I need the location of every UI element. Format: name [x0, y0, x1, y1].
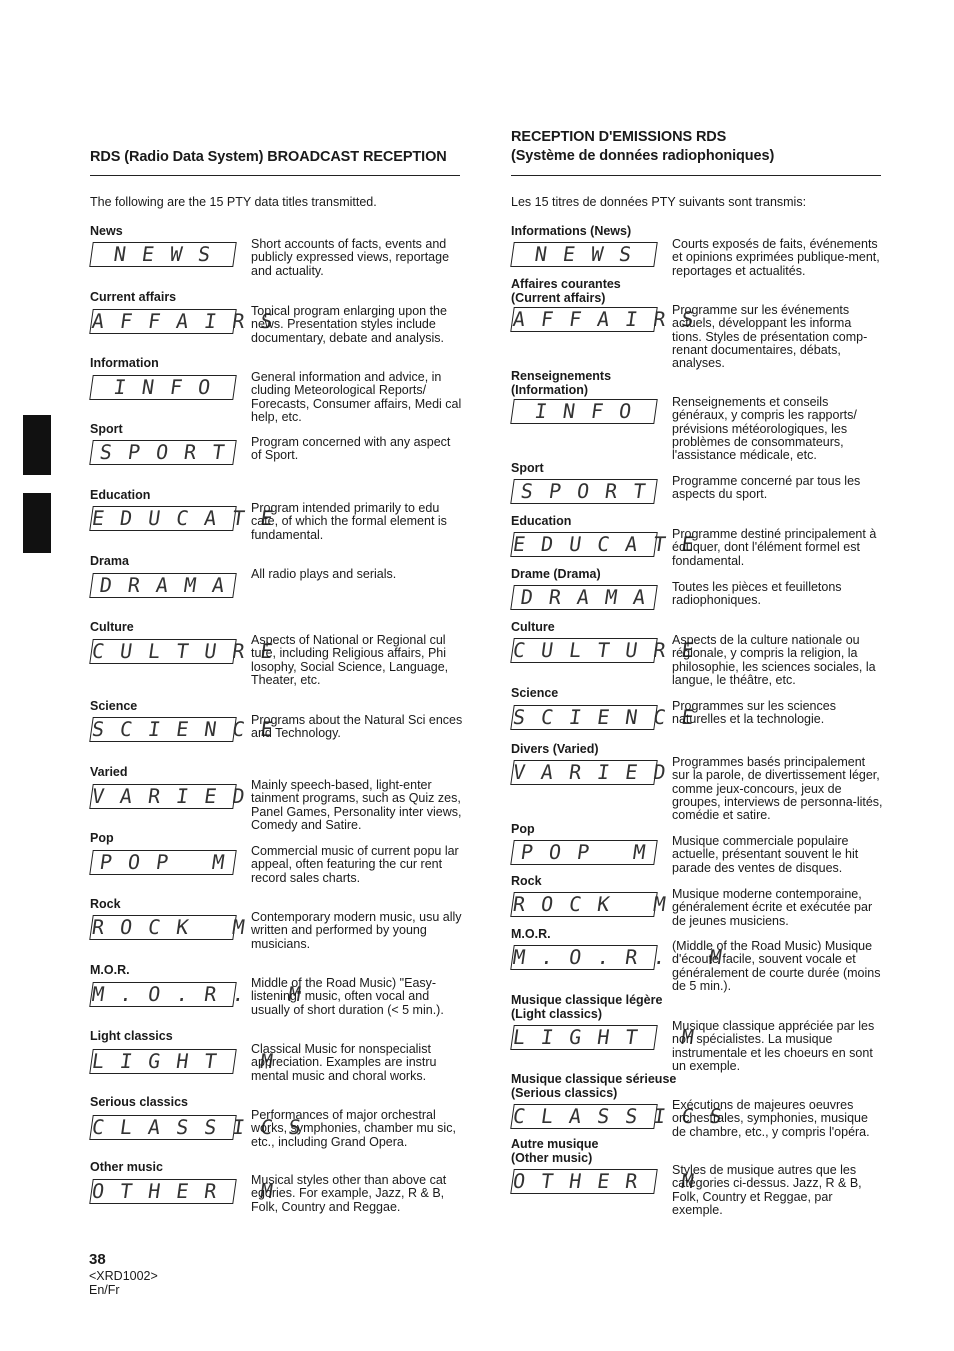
- pty-label: Informations (News): [511, 224, 632, 238]
- lcd-display: P O P M: [89, 850, 237, 875]
- pty-label: Varied: [90, 765, 128, 779]
- pty-description: Styles de musique autres que les catégories ci-dessus. Jazz, R & B, Folk, Country et Reggae, par exemple.: [672, 1163, 862, 1217]
- pty-label: Pop: [90, 831, 114, 845]
- pty-description: (Middle of the Road Music) Musique d'écoute facile, souvent vocale et généralement de courte durée (moins de 5 min.).: [672, 939, 881, 993]
- title-rule: [511, 175, 881, 176]
- pty-label: Rock: [90, 897, 121, 911]
- lcd-display: R O C K M: [90, 915, 249, 939]
- lcd-display: O T H E R M: [511, 1169, 698, 1193]
- document-code: <XRD1002>: [89, 1269, 158, 1283]
- intro-text: The following are the 15 PTY data titles transmitted.: [90, 195, 377, 209]
- lcd-display: N E W S: [89, 242, 237, 267]
- pty-description: All radio plays and serials.: [251, 567, 397, 581]
- page-footer: [89, 1251, 158, 1297]
- pty-label: Light classics: [90, 1029, 173, 1043]
- lcd-display: M . O . R . M: [90, 982, 305, 1006]
- pty-description: Commercial music of current popu lar appeal, often featuring the cur rent record sales charts.: [251, 844, 459, 885]
- pty-label: Renseignements (Information): [511, 369, 612, 397]
- lcd-display: S P O R T: [510, 479, 658, 504]
- pty-description: Topical program enlarging upon the news. Presentation styles include documentary, debate and analysis.: [251, 304, 447, 345]
- lcd-display: A F F A I R S: [90, 309, 277, 333]
- lcd-display: V A R I E D: [90, 784, 249, 808]
- pty-description: Programme destiné principalement à éduquer, dont l'élément formel est fondamental.: [672, 527, 877, 568]
- pty-description: Middle of the Road Music) "Easy-listening" music, often vocal and usually of short duration (< 5 min.).: [251, 976, 444, 1017]
- lcd-display: C U L T U R E: [511, 638, 698, 662]
- lcd-display: C L A S S I C S: [90, 1115, 305, 1139]
- pty-description: Programs about the Natural Sci ences and Technology.: [251, 713, 463, 741]
- section-subtitle-french: (Système de données radiophoniques): [511, 148, 775, 164]
- lcd-display: V A R I E D: [511, 760, 670, 784]
- pty-label: Sport: [90, 422, 123, 436]
- section-title-french: RECEPTION D'EMISSIONS RDS: [511, 129, 727, 145]
- pty-label: News: [90, 224, 123, 238]
- pty-label: Drame (Drama): [511, 567, 601, 581]
- pty-label: Divers (Varied): [511, 742, 599, 756]
- pty-label: Pop: [511, 822, 535, 836]
- pty-label: Science: [511, 686, 559, 700]
- pty-label: Serious classics: [90, 1095, 188, 1109]
- pty-description: General information and advice, in cluding Meteorological Reports/ Forecasts, Consumer affairs, Medi cal help, etc.: [251, 370, 462, 424]
- lcd-display: O T H E R M: [90, 1179, 277, 1203]
- lcd-display: S C I E N C E: [90, 717, 277, 741]
- pty-description: Renseignements et conseils généraux, y compris les rapports/ prévisions météorologiques, les problèmes de consommateurs, l'assistance médicale, etc.: [672, 395, 857, 463]
- pty-label: Musique classique sérieuse (Serious classics): [511, 1072, 677, 1100]
- pty-label: Drama: [90, 554, 129, 568]
- pty-description: Musique classique appréciée par les non spécialistes. La musique instrumentale et les choeurs en sont un exemple.: [672, 1019, 875, 1073]
- lcd-display: S C I E N C E: [511, 705, 698, 729]
- pty-description: Classical Music for nonspecialist appreciation. Examples are instru mental music and choral works.: [251, 1042, 437, 1083]
- lcd-display: C U L T U R E: [90, 639, 277, 663]
- pty-label: Sport: [511, 461, 544, 475]
- pty-description: Musique moderne contemporaine, généralement écrite et exécutée par de jeunes musiciens.: [672, 887, 873, 928]
- pty-label: Science: [90, 699, 138, 713]
- page-number: 38: [89, 1251, 106, 1268]
- pty-label: Musique classique légère (Light classics): [511, 993, 663, 1021]
- lcd-display: A F F A I R S: [511, 307, 698, 331]
- section-marker-bottom: [23, 493, 51, 553]
- pty-description: Programme concerné par tous les aspects du sport.: [672, 474, 861, 502]
- pty-label: M.O.R.: [511, 927, 551, 941]
- pty-description: Exécutions de majeures oeuvres orchestrales, symphonies, musique de chambre, etc., y compris l'opéra.: [672, 1098, 870, 1139]
- lcd-display: R O C K M: [511, 892, 670, 916]
- section-marker-top: [23, 415, 51, 475]
- pty-label: Culture: [511, 620, 555, 634]
- pty-description: Musical styles other than above cat egories. For example, Jazz, R & B, Folk, Country and Reggae.: [251, 1173, 447, 1214]
- pty-label: Information: [90, 356, 159, 370]
- pty-description: Programmes sur les sciences naturelles et la technologie.: [672, 699, 836, 727]
- pty-description: Performances of major orchestral works, symphonies, chamber mu sic, etc., including Grand Opera.: [251, 1108, 456, 1149]
- lcd-display: L I G H T M: [90, 1049, 277, 1073]
- pty-label: Autre musique (Other music): [511, 1137, 599, 1165]
- lcd-display: E D U C A T E: [90, 506, 277, 530]
- intro-text: Les 15 titres de données PTY suivants sont transmis:: [511, 195, 807, 209]
- pty-label: Other music: [90, 1160, 163, 1174]
- pty-label: Education: [511, 514, 572, 528]
- lcd-display: P O P M: [510, 840, 658, 865]
- pty-description: Program intended primarily to edu cate, of which the formal element is fundamental.: [251, 501, 447, 542]
- pty-description: Aspects de la culture nationale ou régionale, y compris la religion, la philosophie, les sciences sociales, la langue, le théâtre, etc.: [672, 633, 876, 687]
- pty-label: Affaires courantes (Current affairs): [511, 277, 621, 305]
- lcd-display: L I G H T M: [511, 1025, 698, 1049]
- pty-label: Culture: [90, 620, 134, 634]
- title-rule: [90, 175, 460, 176]
- section-title-english: RDS (Radio Data System) BROADCAST RECEPTION: [90, 149, 447, 165]
- lcd-display: S P O R T: [89, 440, 237, 465]
- pty-description: Short accounts of facts, events and publicly expressed views, reportage and actuality.: [251, 237, 450, 278]
- pty-label: Current affairs: [90, 290, 177, 304]
- lcd-display: D R A M A: [89, 573, 237, 598]
- pty-description: Musique commerciale populaire actuelle, présentant souvent le hit parade des ventes de disques.: [672, 834, 859, 875]
- pty-label: Education: [90, 488, 151, 502]
- language-code: En/Fr: [89, 1283, 120, 1297]
- pty-description: Courts exposés de faits, événements et opinions exprimées publique-ment, reportages et actualités.: [672, 237, 880, 278]
- lcd-display: C L A S S I C S: [511, 1104, 726, 1128]
- pty-label: M.O.R.: [90, 963, 130, 977]
- lcd-display: I N F O: [510, 399, 658, 424]
- lcd-display: E D U C A T E: [511, 532, 698, 556]
- pty-label: Rock: [511, 874, 542, 888]
- pty-description: Mainly speech-based, light-enter tainment programs, such as Quiz zes, Panel Games, Personality inter views, Comedy and Satire.: [251, 778, 462, 832]
- pty-description: Programmes basés principalement sur la parole, de divertissement léger, comme jeux-concours, jeux de groupes, interviews de personna-lités, comédie et satire.: [672, 755, 883, 823]
- pty-description: Aspects of National or Regional cul ture, including Religious affairs, Phi losophy, Social Science, Language, Theater, etc.: [251, 633, 449, 687]
- pty-description: Toutes les pièces et feuilletons radiophoniques.: [672, 580, 842, 608]
- lcd-display: I N F O: [89, 375, 237, 400]
- pty-description: Programme sur les événements actuels, développant les informa tions. Styles de présentation comp-renant documentaires, débats, analyses.: [672, 303, 868, 371]
- pty-description: Program concerned with any aspect of Sport.: [251, 435, 451, 463]
- pty-description: Contemporary modern music, usu ally written and performed by young musicians.: [251, 910, 462, 951]
- lcd-display: D R A M A: [510, 585, 658, 610]
- lcd-display: M . O . R . M: [511, 945, 726, 969]
- lcd-display: N E W S: [510, 242, 658, 267]
